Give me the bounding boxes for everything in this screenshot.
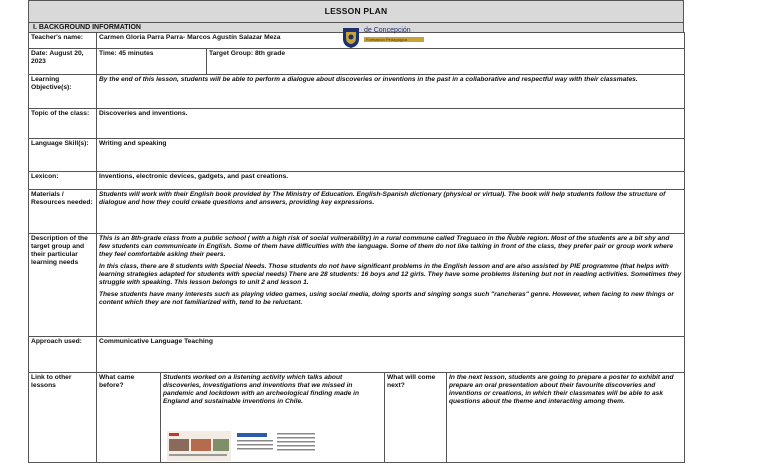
document-title: LESSON PLAN: [28, 0, 684, 22]
materials-row: [29, 190, 685, 234]
university-crest-icon: [342, 27, 360, 49]
topic-label: Topic of the class:: [29, 109, 97, 139]
teacher-label: Teacher's name:: [29, 33, 97, 49]
before-value: [161, 373, 385, 463]
date-row: [29, 49, 685, 75]
lexicon-label: Lexicon:: [29, 172, 97, 190]
approach-value: Communicative Language Teaching: [97, 337, 685, 373]
approach-label: Approach used:: [29, 337, 97, 373]
objective-value: By the end of this lesson, students will be able to perform a dialogue about discoveries or inventions in the past in a collaborative and respectful way with their classmates.: [97, 75, 685, 109]
description-paragraph-1: This is an 8th-grade class from a public school ( with a high risk of social vulnerability) in a rural commune called Treguaco in the Ñuble region. Most of the students are a bit shy and few students can communicate in English. Some of them have difficulties with the language. Some of them do not like talking in front of the class, they prefer pair or group work where they feel comfortable asking their peers.: [99, 235, 673, 258]
lesson-plan-document: [28, 0, 684, 463]
next-value: In the next lesson, students are going to prepare a poster to exhibit and prepare an oral presentation about their favourite discoveries and inventions or creations, in which their classmates will be able to ask questions about the theme and interacting among them.: [447, 373, 685, 463]
university-logo-bar: [364, 37, 424, 42]
description-label: Description of the target group and their particular learning needs: [29, 234, 97, 337]
topic-value: Discoveries and inventions.: [97, 109, 685, 139]
topic-row: [29, 109, 685, 139]
link-label: Link to other lessons: [29, 373, 97, 463]
university-logo-subtext: Formación Pedagógica: [366, 37, 408, 42]
description-paragraph-2: In this class, there are 8 students with Special Needs. Those students do not have significant problems in the English lesson and are also assisted by PIE programme (that helps with learning strategies adapted for students with special needs) There are 28 students: 16 boys and 12 girls. They have some problems listening but not in reading activities. Sometimes they struggle with speaking. This lesson belongs to unit 2 and lesson 1.: [99, 263, 682, 286]
time-value: Time: 45 minutes: [97, 49, 207, 75]
link-row: [29, 373, 685, 463]
objective-label: Learning Objective(s):: [29, 75, 97, 109]
skills-value: Writing and speaking: [97, 139, 685, 172]
before-label: What came before?: [97, 373, 161, 463]
university-logo-text: de Concepción: [364, 27, 411, 34]
date-label: Date: August 20, 2023: [29, 49, 97, 75]
lexicon-value: Inventions, electronic devices, gadgets, and past creations.: [97, 172, 685, 190]
description-value: [97, 234, 685, 337]
description-paragraph-3: These students have many interests such as playing video games, using social media, doing sports and singing songs such "rancheras" genre. However, when facing to new things or content which they are not familiarized with, tend to be reluctant.: [99, 291, 674, 306]
section-header: I. BACKGROUND INFORMATION: [28, 22, 684, 32]
background-table: [28, 32, 685, 463]
book-page-thumbnail: [167, 431, 317, 461]
before-text: Students worked on a listening activity which talks about discoveries, investigations and inventions that we missed in pandemic and lockdown with an archeological finding made in England and sustainable inventions in Chile.: [163, 374, 360, 405]
skills-row: [29, 139, 685, 172]
materials-value: Students will work with their English book provided by The Ministry of Education. English-Spanish dictionary (physical or virtual). The book will help students follow the structure of dialogue and how they could create questions and answers, providing key expressions.: [97, 190, 685, 234]
materials-label: Materials / Resources needed:: [29, 190, 97, 234]
description-row: [29, 234, 685, 337]
lexicon-row: [29, 172, 685, 190]
objective-row: [29, 75, 685, 109]
approach-row: [29, 337, 685, 373]
teacher-value: Carmen Gloria Parra Parra- Marcos Agustín Salazar Meza: [97, 33, 685, 49]
next-label: What will come next?: [385, 373, 447, 463]
skills-label: Language Skill(s):: [29, 139, 97, 172]
target-group-value: Target Group: 8th grade: [207, 49, 685, 75]
